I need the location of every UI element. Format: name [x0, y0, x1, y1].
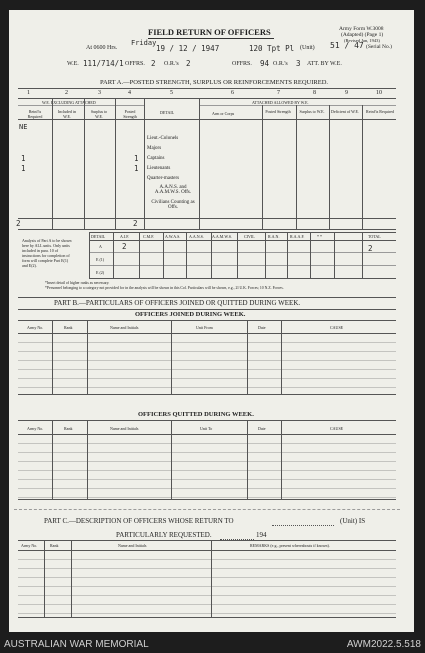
part-c-vline: [71, 540, 72, 617]
handwritten-total-a: 2: [368, 244, 373, 253]
footer-institution: AUSTRALIAN WAR MEMORIAL: [4, 639, 149, 650]
offrs2-handwritten: 94: [260, 59, 270, 68]
col-number-8: 8: [313, 90, 316, 96]
joined-entry-rows: [18, 334, 396, 394]
handwritten-captains-posted: 1: [134, 154, 139, 163]
analysis-vline: [334, 232, 335, 278]
joined-vline: [52, 320, 53, 394]
handwritten-lieutenants-col1: 1: [21, 164, 26, 173]
analysis-head-raaf: R.A.A.F.: [290, 234, 305, 239]
col-number-2: 2: [65, 90, 68, 96]
analysis-vline: [139, 232, 140, 278]
part-c-table-top: [18, 540, 396, 541]
part-a-title: PART A.—POSTED STRENGTH, SURPLUS OR REINFORCEMENTS REQUIRED.: [100, 79, 329, 86]
detail-lieutenants: Lieutenants: [147, 166, 171, 171]
handwritten-ne: NE: [19, 123, 28, 131]
part-c-col-rank: Rank: [50, 543, 59, 548]
analysis-head-total: TOTAL: [368, 234, 381, 239]
part-c-vline: [44, 540, 45, 617]
joined-col-rank: Rank: [64, 325, 73, 330]
detail-captains: Captains: [147, 156, 165, 161]
analysis-row-a: A: [99, 244, 102, 249]
col-number-7: 7: [277, 90, 280, 96]
part-a-top-line: [18, 88, 396, 89]
head-arm-corps: Arm or Corps: [212, 111, 235, 116]
joined-heading-rule: [18, 320, 396, 321]
analysis-row-e2: E (2): [96, 270, 105, 275]
ors-handwritten: 2: [186, 59, 191, 68]
quitted-col-army-no: Army No.: [27, 426, 44, 431]
serial-number: 51 / 47: [330, 41, 364, 50]
head-detail: DETAIL: [160, 110, 175, 115]
part-a-vline: [262, 105, 263, 229]
analysis-vline: [163, 232, 164, 278]
handwritten-total-posted: 2: [133, 219, 138, 228]
offrs-label: OFFRS.: [125, 61, 145, 67]
handwritten-total-col1: 2: [16, 219, 21, 228]
part-a-total-bottom: [18, 229, 396, 230]
part-c-title-1-end: (Unit) IS: [340, 517, 366, 525]
part-a-header-bottom: [18, 119, 396, 120]
form-revised: (Revised Jan, 1943): [344, 38, 380, 43]
part-c-title-1: PART C.—DESCRIPTION OF OFFICERS WHOSE RETURN TO: [44, 517, 234, 525]
analysis-note: Analysis of Part A to be shown here by ALL units. Only units included in para. 10 of instructions for completion of form will complete Part E(1) and E(2).: [22, 238, 72, 268]
quitted-col-name: Name and Initials: [110, 426, 139, 431]
part-a-vline: [52, 98, 53, 229]
quitted-col-date: Date: [258, 426, 266, 431]
analysis-head-ran: R.A.N.: [268, 234, 280, 239]
form-title: FIELD RETURN OF OFFICERS: [148, 27, 271, 37]
analysis-vline: [287, 232, 288, 278]
joined-col-date: Date: [258, 325, 266, 330]
unit-handwritten: 120 Tpt Pl: [249, 44, 295, 53]
ors2-label: O.R.'s: [273, 61, 288, 67]
quitted-entry-rows: [18, 435, 396, 499]
part-c-col-army-no: Army No.: [21, 543, 38, 548]
quitted-vline: [281, 420, 282, 499]
title-underline: [148, 38, 274, 39]
col-number-3: 3: [98, 90, 101, 96]
serial-label: (Serial No.): [366, 44, 392, 50]
part-c-title-2-end: 194: [256, 531, 267, 539]
col-number-10: 10: [376, 90, 382, 96]
joined-vline: [247, 320, 248, 394]
ors-label: O.R.'s: [164, 61, 179, 67]
archive-footer: [0, 638, 425, 653]
offrs-handwritten: 2: [151, 59, 156, 68]
quitted-heading-rule: [18, 420, 396, 421]
joined-col-army-no: Army No.: [27, 325, 44, 330]
we-label: W.E.: [67, 61, 79, 67]
attached-allowed: ATTACHED ALLOWED BY W.E.: [252, 100, 309, 105]
analysis-vline: [89, 232, 90, 278]
part-b-title: PART B.—PARTICULARS OF OFFICERS JOINED OR QUITTED DURING WEEK.: [54, 299, 301, 307]
joined-vline: [171, 320, 172, 394]
form-number: Army Form W.3008: [339, 26, 384, 32]
offrs2-label: OFFRS.: [232, 61, 252, 67]
part-c-entry-rows: [18, 551, 396, 617]
part-a-vline: [329, 105, 330, 229]
part-c-col-remarks: REMARKS (e.g., present whereabouts if known).: [250, 543, 330, 548]
we-excluding-attached: W.E. EXCLUDING ATTACHED: [42, 100, 96, 105]
head-att-surplus: Surplus to W.E.: [299, 109, 325, 114]
joined-heading: OFFICERS JOINED DURING WEEK.: [135, 311, 246, 318]
analysis-vline: [186, 232, 187, 278]
analysis-vline: [113, 232, 114, 278]
joined-vline: [281, 320, 282, 394]
head-surplus-we: Surplus to W.E.: [90, 109, 108, 119]
part-a-numbers-line: [18, 98, 396, 99]
analysis-head-line: [89, 240, 396, 241]
analysis-row-e1: E (1): [96, 257, 105, 262]
quitted-heading: OFFICERS QUITTED DURING WEEK.: [138, 411, 254, 418]
part-c-separator: [14, 509, 400, 510]
handwritten-captains-col1: 1: [21, 154, 26, 163]
at-hours-label: At 0600 Hrs.: [86, 45, 118, 51]
part-a-vline: [296, 105, 297, 229]
analysis-bottom: [89, 278, 396, 279]
form-adapted: (Adapted) (Page 1): [341, 32, 384, 38]
joined-vline: [87, 320, 88, 394]
quitted-col-unit-to: Unit To: [200, 426, 213, 431]
part-a-vline: [362, 105, 363, 229]
quitted-vline: [87, 420, 88, 499]
head-included-we: Included in W.E.: [57, 109, 77, 119]
handwritten-aif-a: 2: [122, 242, 127, 251]
we-handwritten: 111/714/1: [83, 59, 124, 68]
detail-civilians: Civilians Counting as Offs.: [151, 200, 195, 210]
analysis-vline: [265, 232, 266, 278]
quitted-vline: [171, 420, 172, 499]
analysis-head-cmf: C.M.F.: [143, 234, 155, 239]
unit-label: (Unit): [300, 45, 315, 51]
part-b-title-rule: [18, 309, 396, 310]
part-a-vline: [84, 98, 85, 229]
part-c-col-name: Name and Initials: [118, 543, 147, 548]
joined-bottom: [18, 394, 396, 395]
analysis-head-detail: DETAIL: [91, 234, 106, 239]
day-handwritten: Friday: [131, 39, 157, 47]
part-a-vline: [144, 98, 145, 229]
col-number-1: 1: [27, 90, 30, 96]
part-c-unit-blank: [272, 525, 334, 526]
part-a-vline: [115, 98, 116, 229]
part-b-top-rule: [18, 297, 396, 298]
detail-majors: Majors: [147, 146, 162, 151]
analysis-head-civil: CIVIL: [244, 234, 255, 239]
head-reinf-required: Reinf'ts Required: [27, 109, 43, 119]
footnote-2: *Personnel belonging to a category not provided for in the analysis will be shown in this Col. Particulars will be shown, e.g., 2l U.K. Forces; 10 N.Z. Forces.: [45, 286, 284, 290]
detail-quartermasters: Quarter-masters: [147, 176, 180, 181]
ors2-handwritten: 3: [296, 59, 301, 68]
head-posted-strength: Posted Strength: [123, 109, 137, 119]
col-number-5: 5: [170, 90, 173, 96]
joined-col-unit-from: Unit From: [196, 325, 213, 330]
part-a-vline: [199, 98, 200, 229]
date-handwritten: 19 / 12 / 1947: [156, 44, 220, 53]
analysis-head-aif: A.I.F.: [120, 234, 130, 239]
part-c-bottom: [18, 617, 396, 618]
analysis-head-aans: A.A.N.S.: [189, 234, 204, 239]
analysis-head-aamws: A.A.M.W.S.: [212, 234, 232, 239]
we-excl-underline: [18, 105, 144, 106]
analysis-head-other: * *: [317, 234, 322, 239]
head-att-reinf: Reinf'ts Required: [366, 109, 394, 114]
head-att-deficient: Deficient of W.E.: [331, 109, 359, 114]
analysis-top: [89, 232, 396, 233]
col-number-9: 9: [345, 90, 348, 96]
analysis-vline: [310, 232, 311, 278]
col-number-4: 4: [128, 90, 131, 96]
part-c-vline: [211, 540, 212, 617]
head-att-posted: Posted Strength: [265, 109, 291, 114]
footnote-1: *Insert detail of higher ranks as necessary.: [45, 281, 110, 285]
att-by-we-label: ATT. BY W.E.: [307, 61, 342, 67]
analysis-row-line: [89, 252, 396, 253]
quitted-col-cause: CAUSE: [330, 426, 344, 431]
joined-col-name: Name and Initials: [110, 325, 139, 330]
analysis-row-line: [89, 265, 396, 266]
part-a-body-bottom: [18, 218, 396, 219]
col-number-6: 6: [231, 90, 234, 96]
quitted-bottom: [18, 499, 396, 500]
footer-accession-number: AWM2022.5.518: [346, 639, 421, 650]
attached-underline: [199, 105, 396, 106]
quitted-vline: [247, 420, 248, 499]
part-c-title-2: PARTICULARLY REQUESTED.: [116, 531, 212, 539]
quitted-vline: [52, 420, 53, 499]
handwritten-lieutenants-posted: 1: [134, 164, 139, 173]
detail-aans: A.A.N.S. and A.A.M.W.S. Offs.: [154, 185, 192, 195]
detail-lt-colonels: Lieut.-Colonels: [147, 136, 179, 141]
quitted-col-rank: Rank: [64, 426, 73, 431]
analysis-vline: [237, 232, 238, 278]
joined-col-cause: CAUSE: [330, 325, 344, 330]
analysis-head-awas: A.W.A.S.: [165, 234, 181, 239]
analysis-vline: [362, 232, 363, 278]
